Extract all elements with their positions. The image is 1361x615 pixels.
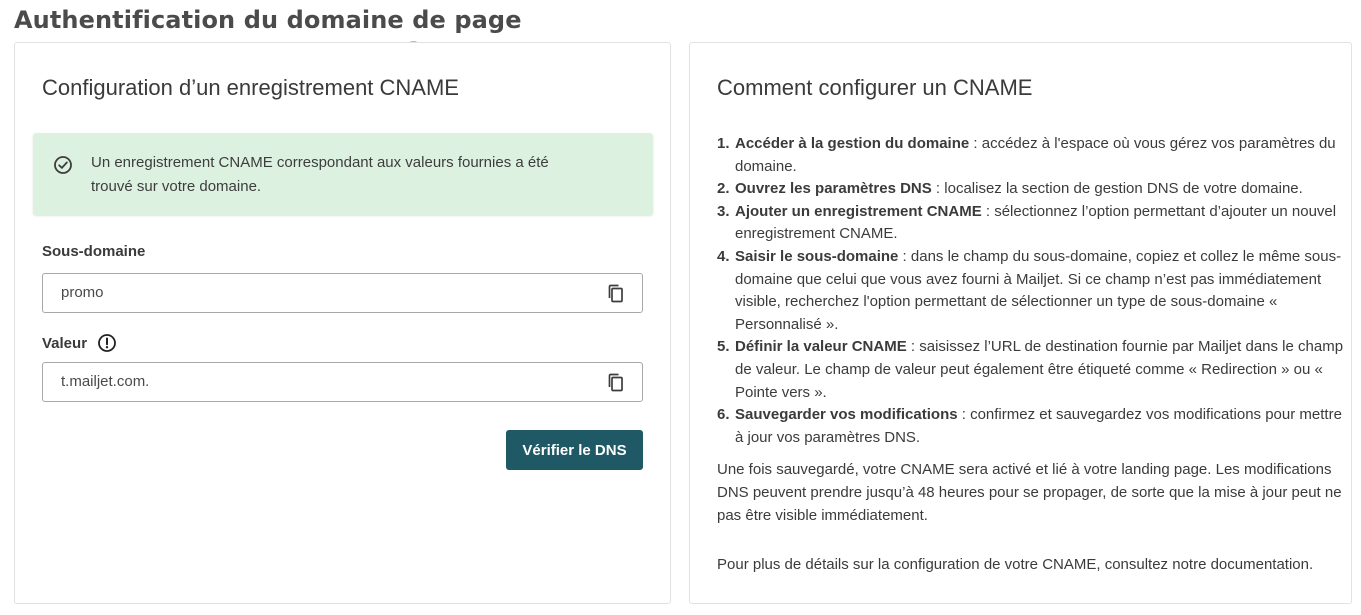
subdomain-label: Sous-domaine (42, 243, 146, 260)
step-item: 6. Sauvegarder vos modifications : confirmez et sauvegardez vos modifications pour mettre à jour vos paramètres DNS. (717, 406, 1342, 446)
step-item: 1. Accéder à la gestion du domaine : accédez à l'espace où vous gérez vos paramètres du domaine. (717, 135, 1336, 175)
subdomain-field[interactable] (42, 273, 643, 313)
step-item: 4. Saisir le sous-domaine : dans le champ du sous-domaine, copiez et collez le même sous-domaine que celui que vous avez fourni à Mailjet. Si ce champ n’est pas immédiatement visible, recherchez l'option permettant de sélectionner un type de sous-domaine « Personnalisé ». (717, 247, 1342, 333)
step-item: 5. Définir la valeur CNAME : saisissez l’URL de destination fournie par Mailjet dans le champ de valeur. Le champ de valeur peut également être étiqueté comme « Redirection » ou « Pointe vers ». (717, 338, 1344, 401)
copy-icon[interactable] (606, 372, 626, 394)
valeur-label-row (42, 333, 117, 353)
steps-list (717, 133, 1347, 449)
success-alert-text: Un enregistrement CNAME correspondant aux valeurs fournies a été trouvé sur votre domaine. (91, 154, 549, 195)
check-circle-icon (53, 155, 73, 175)
valeur-value: t.mailjet.com. (61, 373, 150, 390)
subdomain-value: promo (61, 284, 104, 301)
step-item: 3. Ajouter un enregistrement CNAME : sélectionnez l’option permettant d’ajouter un nouvel enregistrement CNAME. (717, 202, 1337, 243)
step-item: 2. Ouvrez les paramètres DNS : localisez la section de gestion DNS de votre domaine. (717, 180, 1303, 198)
verify-dns-button[interactable]: Vérifier le DNS (506, 430, 643, 470)
cname-config-card (14, 42, 671, 604)
page-title: Authentification du domaine de page (14, 6, 522, 34)
cname-config-title: Configuration d’un enregistrement CNAME (42, 75, 459, 100)
valeur-label: Valeur (42, 334, 88, 352)
exclamation-circle-icon[interactable] (97, 333, 117, 353)
copy-icon[interactable] (606, 283, 626, 305)
success-alert (33, 133, 653, 215)
valeur-field[interactable] (42, 362, 643, 402)
propagation-paragraph: Une fois sauvegardé, votre CNAME sera activé et lié à votre landing page. Les modifications DNS peuvent prendre jusqu’à 48 heures pour se propager, de sorte que la mise à jour peut ne pas être visible immédiatement. (717, 461, 1342, 524)
cname-howto-card (689, 42, 1352, 604)
documentation-paragraph: Pour plus de détails sur la configuration de votre CNAME, consultez notre documentation. (717, 556, 1314, 573)
cname-howto-title: Comment configurer un CNAME (717, 75, 1033, 100)
